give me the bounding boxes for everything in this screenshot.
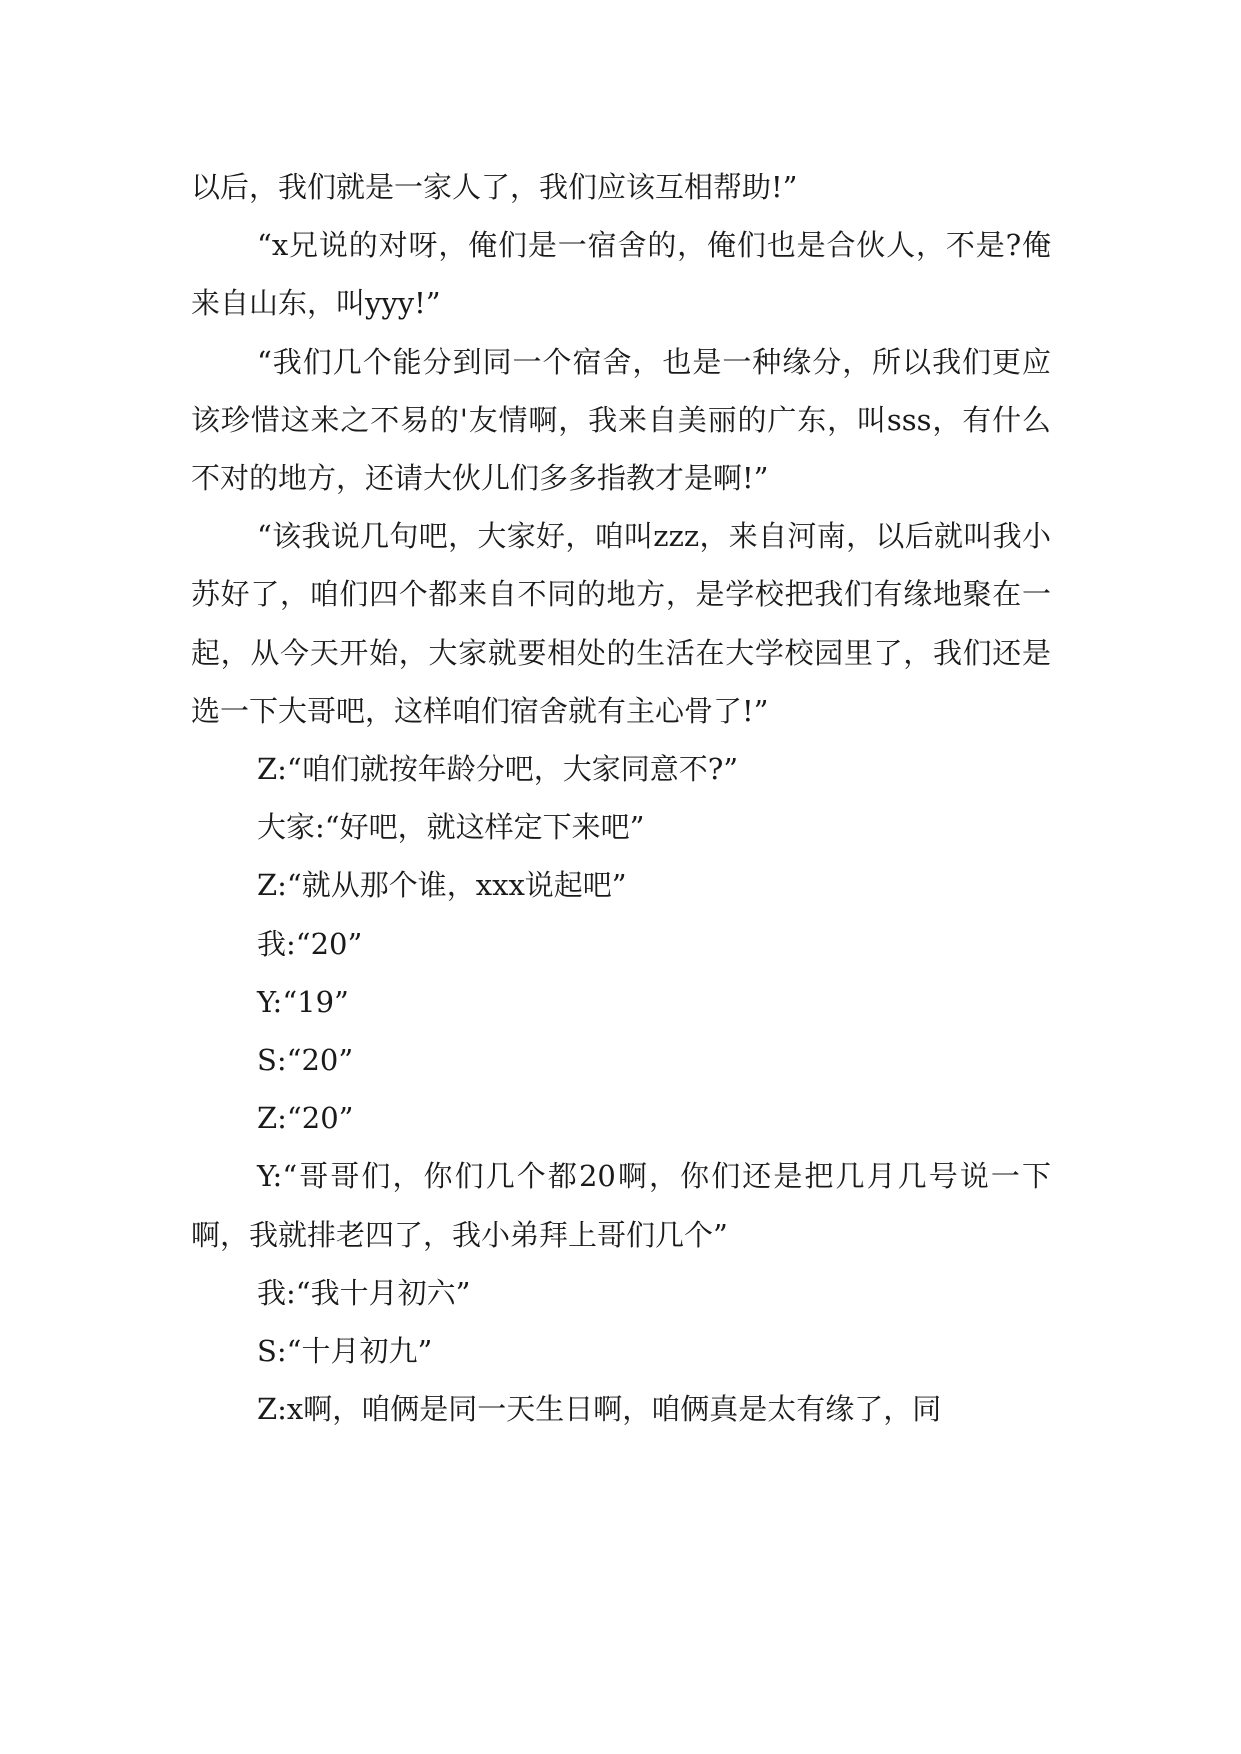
paragraph: “我们几个能分到同一个宿舍，也是一种缘分，所以我们更应该珍惜这来之不易的'友情啊，我来自美丽的广东，叫sss，有什么不对的地方，还请大伙儿们多多指教才是啊!” (191, 344, 1051, 496)
dialogue-line: S:“十月初九” (257, 1334, 433, 1369)
dialogue-line: S:“20” (257, 1043, 354, 1078)
paragraph: “x兄说的对呀，俺们是一宿舍的，俺们也是合伙人，不是?俺来自山东，叫yyy!” (191, 228, 1051, 321)
dialogue-line: Z:“就从那个谁，xxx说起吧” (257, 868, 627, 903)
dialogue-line: 我:“我十月初六” (257, 1275, 471, 1310)
body-text (191, 158, 1051, 1438)
dialogue-line: Z:“20” (257, 1101, 354, 1136)
paragraph: “该我说几句吧，大家好，咱叫zzz，来自河南，以后就叫我小苏好了，咱们四个都来自不同的地方，是学校把我们有缘地聚在一起，从今天开始，大家就要相处的生活在大学校园里了，我们还是选一下大哥吧，这样咱们宿舍就有主心骨了!” (191, 519, 1051, 728)
dialogue-line: Y:“19” (257, 984, 349, 1019)
dialogue-line: Y:“哥哥们，你们几个都20啊，你们还是把几月几号说一下啊，我就排老四了，我小弟拜上哥们几个” (191, 1159, 1051, 1252)
dialogue-line: Z:x啊，咱俩是同一天生日啊，咱俩真是太有缘了，同 (257, 1392, 942, 1427)
dialogue-line: 我:“20” (257, 926, 363, 961)
paragraph: 以后，我们就是一家人了，我们应该互相帮助!” (191, 170, 798, 204)
dialogue-line: Z:“咱们就按年龄分吧，大家同意不?” (257, 752, 739, 787)
dialogue-line: 大家:“好吧，就这样定下来吧” (257, 810, 645, 845)
